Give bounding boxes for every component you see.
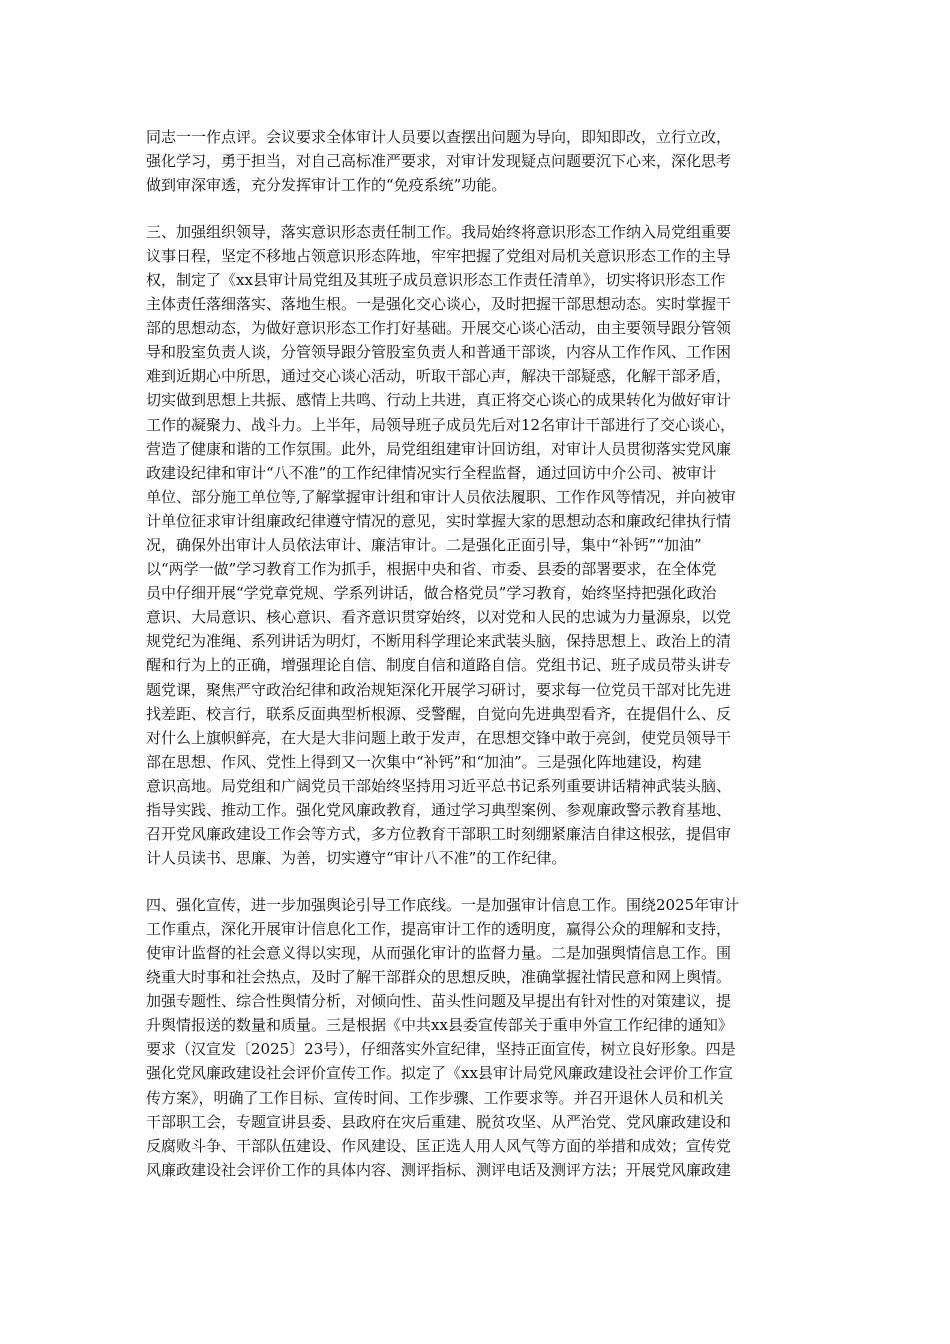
document-body	[146, 125, 810, 1204]
paragraph-publicity: 四、强化宣传，进一步加强舆论引导工作底线。一是加强审计信息工作。围绕2025年审计 工作重点，深化开展审计信息化工作，提高审计工作的透明度，赢得公众的理解和支持， 使审计监督的社会意义得以实现，从而强化审计的监督力量。二是加强舆情信息工作。围 绕重大时事和社会热点，及时了解干部群众的思想反映，准确掌握社情民意和网上舆情。 加强专题性、综合性舆情分析，对倾向性、苗头性问题及早提出有针对性的对策建议，提 升舆情报送的数量和质量。三是根据《中共xx县委宣传部关于重申外宣工作纪律的通知》 要求（汉宣发〔2025〕23号），仔细落实外宣纪律，坚持正面宣传，树立良好形象。四是 强化党风廉政建设社会评价宣传工作。拟定了《xx县审计局党风廉政建设社会评价工作宣 传方案》，明确了工作目标、宣传时间、工作步骤、工作要求等。并召开退休人员和机关 干部职工会，专题宣讲县委、县政府在灾后重建、脱贫攻坚、从严治党、党风廉政建设和 反腐败斗争、干部队伍建设、作风建设、匡正选人用人风气等方面的举措和成效；宣传党 风廉政建设社会评价工作的具体内容、测评指标、测评电话及测评方法；开展党风廉政建	[146, 895, 740, 1179]
paragraph-review-summary: 同志一一作点评。会议要求全体审计人员要以查摆出问题为导向，即知即改，立行立改， 强化学习，勇于担当，对自己高标准严要求，对审计发现疑点问题要沉下心来，深化思考 做到审深审透，充分发挥审计工作的“免疫系统”功能。	[146, 128, 732, 195]
paragraph-ideology-leadership: 三、加强组织领导，落实意识形态责任制工作。我局始终将意识形态工作纳入局党组重要 议事日程，坚定不移地占领意识形态阵地，牢牢把握了党组对局机关意识形态工作的主导 权，制定了《xx县审计局党组及其班子成员意识形态工作责任清单》，切实将识形态工作 主体责任落细落实、落地生根。一是强化交心谈心，及时把握干部思想动态。实时掌握干 部的思想动态，为做好意识形态工作打好基础。开展交心谈心活动，由主要领导跟分管领 导和股室负责人谈，分管领导跟分管股室负责人和普通干部谈，内容从工作作风、工作困 难到近期心中所思，通过交心谈心活动，听取干部心声，解决干部疑惑，化解干部矛盾， 切实做到思想上共振、感情上共鸣、行动上共进，真正将交心谈心的成果转化为做好审计 工作的凝聚力、战斗力。上半年，局领导班子成员先后对12名审计干部进行了交心谈心， 营造了健康和谐的工作氛围。此外，局党组组建审计回访组，对审计人员贯彻落实党风廉 政建设纪律和审计“八不准”的工作纪律情况实行全程监督，通过回访中介公司、被审计 单位、部分施工单位等,了解掌握审计组和审计人员依法履职、工作作风等情况，并向被审 计单位征求审计组廉政纪律遵守情况的意见，实时掌握大家的思想动态和廉政纪律执行情 况，确保外出审计人员依法审计、廉洁审计。二是强化正面引导，集中“补钙”“加油” 以“两学一做”学习教育工作为抓手，根据中央和省、市委、县委的部署要求，在全体党 员中仔细开展“学党章党规、学系列讲话，做合格党员”学习教育，始终坚持把强化政治 意识、大局意识、核心意识、看齐意识贯穿始终，以对党和人民的忠诚为力量源泉，以党 规党纪为准绳、系列讲话为明灯，不断用科学理论来武装头脑，保持思想上、政治上的清 醒和行为上的正确，增强理论自信、制度自信和道路自信。党组书记、班子成员带头讲专 题党课，聚焦严守政治纪律和政治规矩深化开展学习研讨，要求每一位党员干部对比先进 找差距、校言行，联系反面典型析根源、受警醒，自觉向先进典型看齐，在提倡什么、反 对什么上旗帜鲜亮，在大是大非问题上敢于发声，在思想交锋中敢于亮剑，使党员领导干 部在思想、作风、党性上得到又一次集中“补钙”和“加油”。三是强化阵地建设，构建 意识高地。局党组和广阔党员干部始终坚持用习近平总书记系列重要讲话精神武装头脑、 指导实践、推动工作。强化党风廉政教育，通过学习典型案例、参观廉政警示教育基地、 召开党风廉政建设工作会等方式，多方位教育干部职工时刻绷紧廉洁自律这根弦，提倡审 计人员读书、思廉、为善，切实遵守“审计八不准”的工作纪律。	[146, 222, 736, 868]
